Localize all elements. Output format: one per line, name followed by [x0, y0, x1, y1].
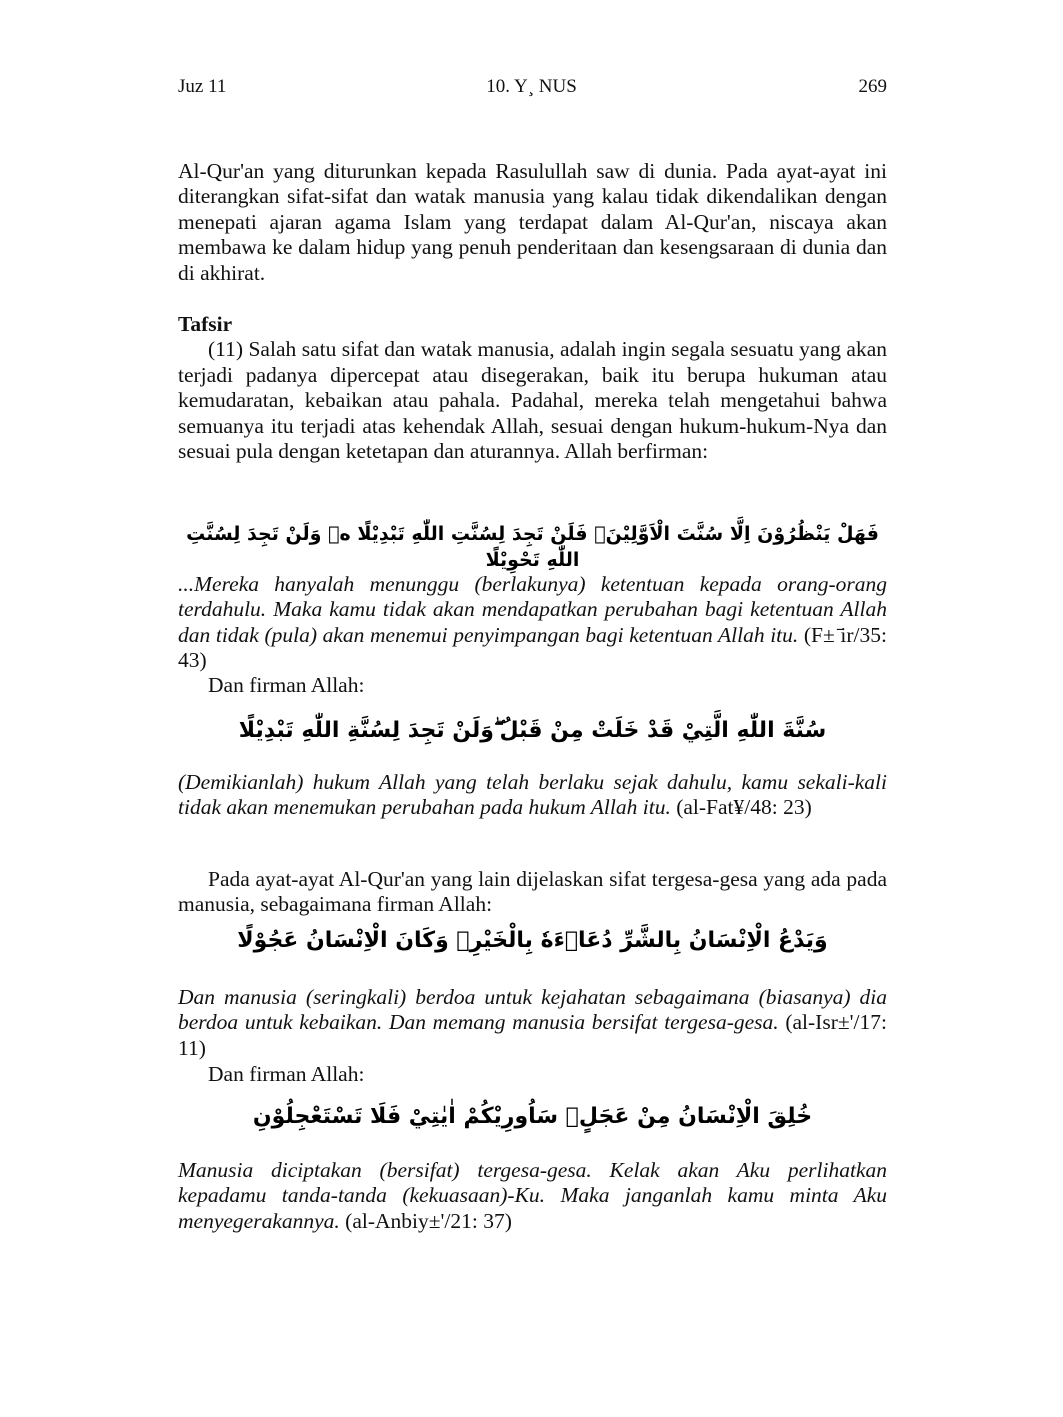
page-number: 269 [858, 76, 887, 97]
tafsir-section [178, 312, 887, 464]
arabic-verse-3: وَيَدْعُ الْاِنْسَانُ بِالشَّرِّ دُعَاۤءَهٗ بِالْخَيْرِۗ وَكَانَ الْاِنْسَانُ عَجُوْلًا [237, 928, 828, 953]
arabic-verse-1: فَهَلْ يَنْظُرُوْنَ اِلَّا سُنَّتَ الْاَوَّلِيْنَۚ فَلَنْ تَجِدَ لِسُنَّتِ اللّٰهِ تَبْدِيْلًا ەۚ وَلَنْ تَجِدَ لِسُنَّتِ اللّٰهِ تَحْوِيْلًا [186, 523, 879, 571]
dan-firman-1: Dan firman Allah: [208, 673, 365, 697]
verse-reference: (al-Isr±'/17: 11) [178, 1010, 887, 1060]
translation-text: (Demikianlah) hukum Allah yang telah berlaku sejak dahulu, kamu sekali-kali tidak akan menemukan perubahan pada hukum Allah itu. [178, 770, 887, 820]
header-juz: Juz 11 [178, 76, 227, 97]
verse-reference: (al-Fat¥/48: 23) [670, 795, 812, 820]
arabic-verse-2: سُنَّةَ اللّٰهِ الَّتِيْ قَدْ خَلَتْ مِنْ قَبْلُ ۖوَلَنْ تَجِدَ لِسُنَّةِ اللّٰهِ تَبْدِيْلًا [238, 718, 827, 743]
translation-4 [178, 1158, 887, 1234]
translation-text: ...Mereka hanyalah menunggu (berlakunya) ketentuan kepada orang-orang terdahulu. Maka kamu tidak akan mendapatkan perubahan bagi ketentuan Allah dan tidak (pula) akan menemui penyimpangan bagi ketentuan Allah itu. [178, 572, 887, 647]
arabic-verse-4: خُلِقَ الْاِنْسَانُ مِنْ عَجَلٍۗ سَاُورِيْكُمْ اٰيٰتِيْ فَلَا تَسْتَعْجِلُوْنِ [252, 1104, 813, 1129]
translation-2 [178, 770, 887, 821]
paragraph-2: Pada ayat-ayat Al-Qur'an yang lain dijelaskan sifat tergesa-gesa yang ada pada manusia, sebagaimana firman Allah: [178, 867, 887, 917]
dan-firman-2: Dan firman Allah: [208, 1062, 365, 1086]
translation-text: Manusia diciptakan (bersifat) tergesa-gesa. Kelak akan Aku perlihatkan kepadamu tanda-tanda (kekuasaan)-Ku. Maka janganlah kamu minta Aku menyegerakannya. [178, 1158, 887, 1233]
verse-reference: (F± ̄ir/35: 43) [178, 622, 887, 673]
translation-text: Dan manusia (seringkali) berdoa untuk kejahatan sebagaimana (biasanya) dia berdoa untuk kebaikan. Dan memang manusia bersifat tergesa-gesa. [178, 985, 887, 1035]
header-surah: 10. Y¸ NUS [486, 76, 577, 97]
tafsir-paragraph: (11) Salah satu sifat dan watak manusia, adalah ingin segala sesuatu yang akan terjadi padanya dipercepat atau disegerakan, baik itu berupa hukuman atau kemudaratan, kebaikan atau pahala. Padahal, mereka telah mengetahui bahwa semuanya itu terjadi atas kehendak Allah, sesuai dengan hukum-hukum-Nya dan sesuai pula dengan ketetapan dan aturannya. Allah berfirman: [178, 337, 887, 464]
intro-paragraph: Al-Qur'an yang diturunkan kepada Rasulullah saw di dunia. Pada ayat-ayat ini diterangkan sifat-sifat dan watak manusia yang kalau tidak dikendalikan dengan menepati ajaran agama Islam yang terdapat dalam Al-Qur'an, niscaya akan membawa ke dalam hidup yang penuh penderitaan dan kesengsaraan di dunia dan di akhirat. [178, 159, 887, 285]
translation-1 [178, 572, 887, 674]
verse-reference: (al-Anbiy±'/21: 37) [339, 1208, 512, 1233]
translation-3 [178, 985, 887, 1061]
tafsir-heading: Tafsir [178, 312, 233, 336]
